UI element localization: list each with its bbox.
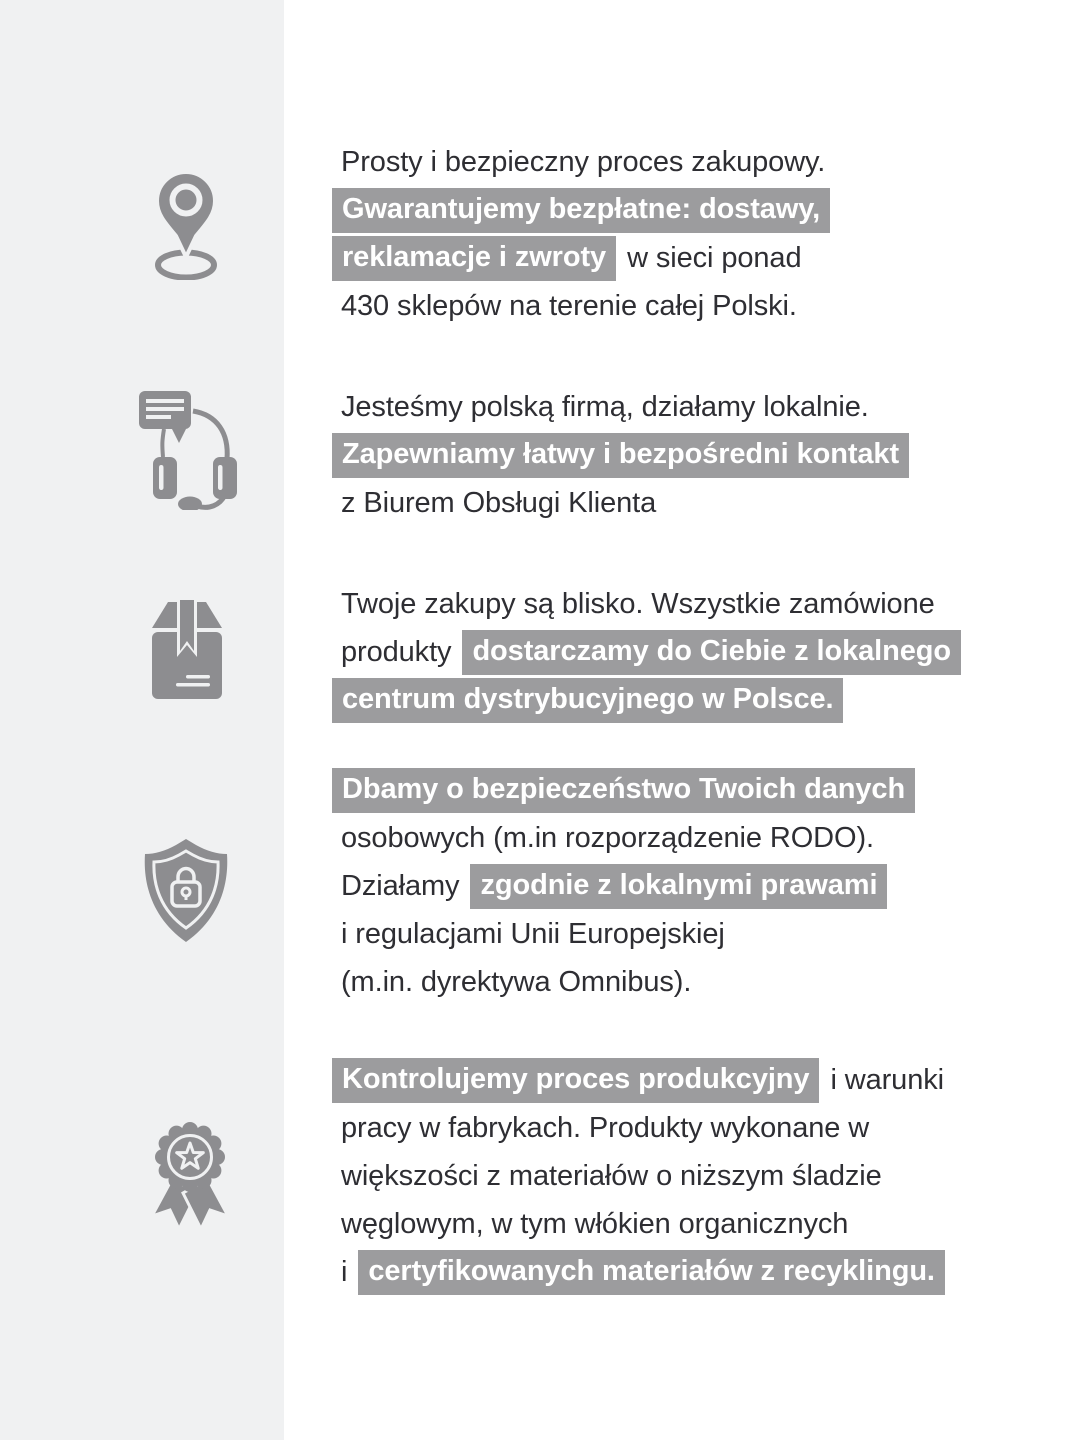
highlighted-text: certyfikowanych materiałów z recyklingu. xyxy=(358,1250,945,1295)
text-line xyxy=(332,186,1080,234)
text-line xyxy=(332,282,1080,330)
benefit-text xyxy=(332,580,1080,724)
plain-text: większości z materiałów o niższym śladzie xyxy=(341,1159,882,1192)
plain-text: i xyxy=(341,1255,348,1288)
highlighted-text: Kontrolujemy proces produkcyjny xyxy=(332,1058,819,1103)
highlighted-text: Dbamy o bezpieczeństwo Twoich danych xyxy=(332,768,915,813)
text-line xyxy=(332,1056,1080,1104)
text-line xyxy=(332,958,1080,1006)
text-line xyxy=(332,766,1080,814)
text-line xyxy=(332,234,1080,282)
benefit-section-data-security xyxy=(0,766,1080,1006)
plain-text: Twoje zakupy są blisko. Wszystkie zamówione xyxy=(341,587,935,620)
text-line xyxy=(332,580,1080,628)
text-line xyxy=(332,1200,1080,1248)
plain-text: osobowych (m.in rozporządzenie RODO). xyxy=(341,821,874,854)
highlighted-text: centrum dystrybucyjnego w Polsce. xyxy=(332,678,843,723)
plain-text: (m.in. dyrektywa Omnibus). xyxy=(341,965,692,998)
text-line xyxy=(332,910,1080,958)
highlighted-text: zgodnie z lokalnymi prawami xyxy=(470,864,887,909)
plain-text: produkty xyxy=(341,635,452,668)
benefit-section-customer-service xyxy=(0,383,1080,527)
highlighted-text: dostarczamy do Ciebie z lokalnego xyxy=(462,630,961,675)
text-line xyxy=(332,479,1080,527)
plain-text: Jesteśmy polską firmą, działamy lokalnie. xyxy=(341,390,869,423)
text-line xyxy=(332,1152,1080,1200)
plain-text: Prosty i bezpieczny proces zakupowy. xyxy=(341,145,826,178)
highlighted-text: Zapewniamy łatwy i bezpośredni kontakt xyxy=(332,433,909,478)
text-line xyxy=(332,814,1080,862)
benefit-section-production-quality xyxy=(0,1056,1080,1296)
text-line xyxy=(332,383,1080,431)
plain-text: i regulacjami Unii Europejskiej xyxy=(341,917,725,950)
benefit-text xyxy=(332,766,1080,1006)
benefit-text xyxy=(332,138,1080,330)
text-line xyxy=(332,431,1080,479)
text-line xyxy=(332,138,1080,186)
plain-text: Działamy xyxy=(341,869,460,902)
benefit-section-shopping-process xyxy=(0,138,1080,330)
plain-text: 430 sklepów na terenie całej Polski. xyxy=(341,289,797,322)
benefit-text xyxy=(332,1056,1080,1296)
plain-text: z Biurem Obsługi Klienta xyxy=(341,486,657,519)
plain-text: węglowym, w tym włókien organicznych xyxy=(341,1207,849,1240)
text-line xyxy=(332,1104,1080,1152)
highlighted-text: reklamacje i zwroty xyxy=(332,236,616,281)
plain-text: i warunki xyxy=(830,1063,944,1096)
text-line xyxy=(332,676,1080,724)
plain-text: w sieci ponad xyxy=(627,241,802,274)
text-line xyxy=(332,628,1080,676)
highlighted-text: Gwarantujemy bezpłatne: dostawy, xyxy=(332,188,830,233)
text-line xyxy=(332,862,1080,910)
benefit-text xyxy=(332,383,1080,527)
benefit-section-local-delivery xyxy=(0,580,1080,724)
plain-text: pracy w fabrykach. Produkty wykonane w xyxy=(341,1111,870,1144)
text-line xyxy=(332,1248,1080,1296)
